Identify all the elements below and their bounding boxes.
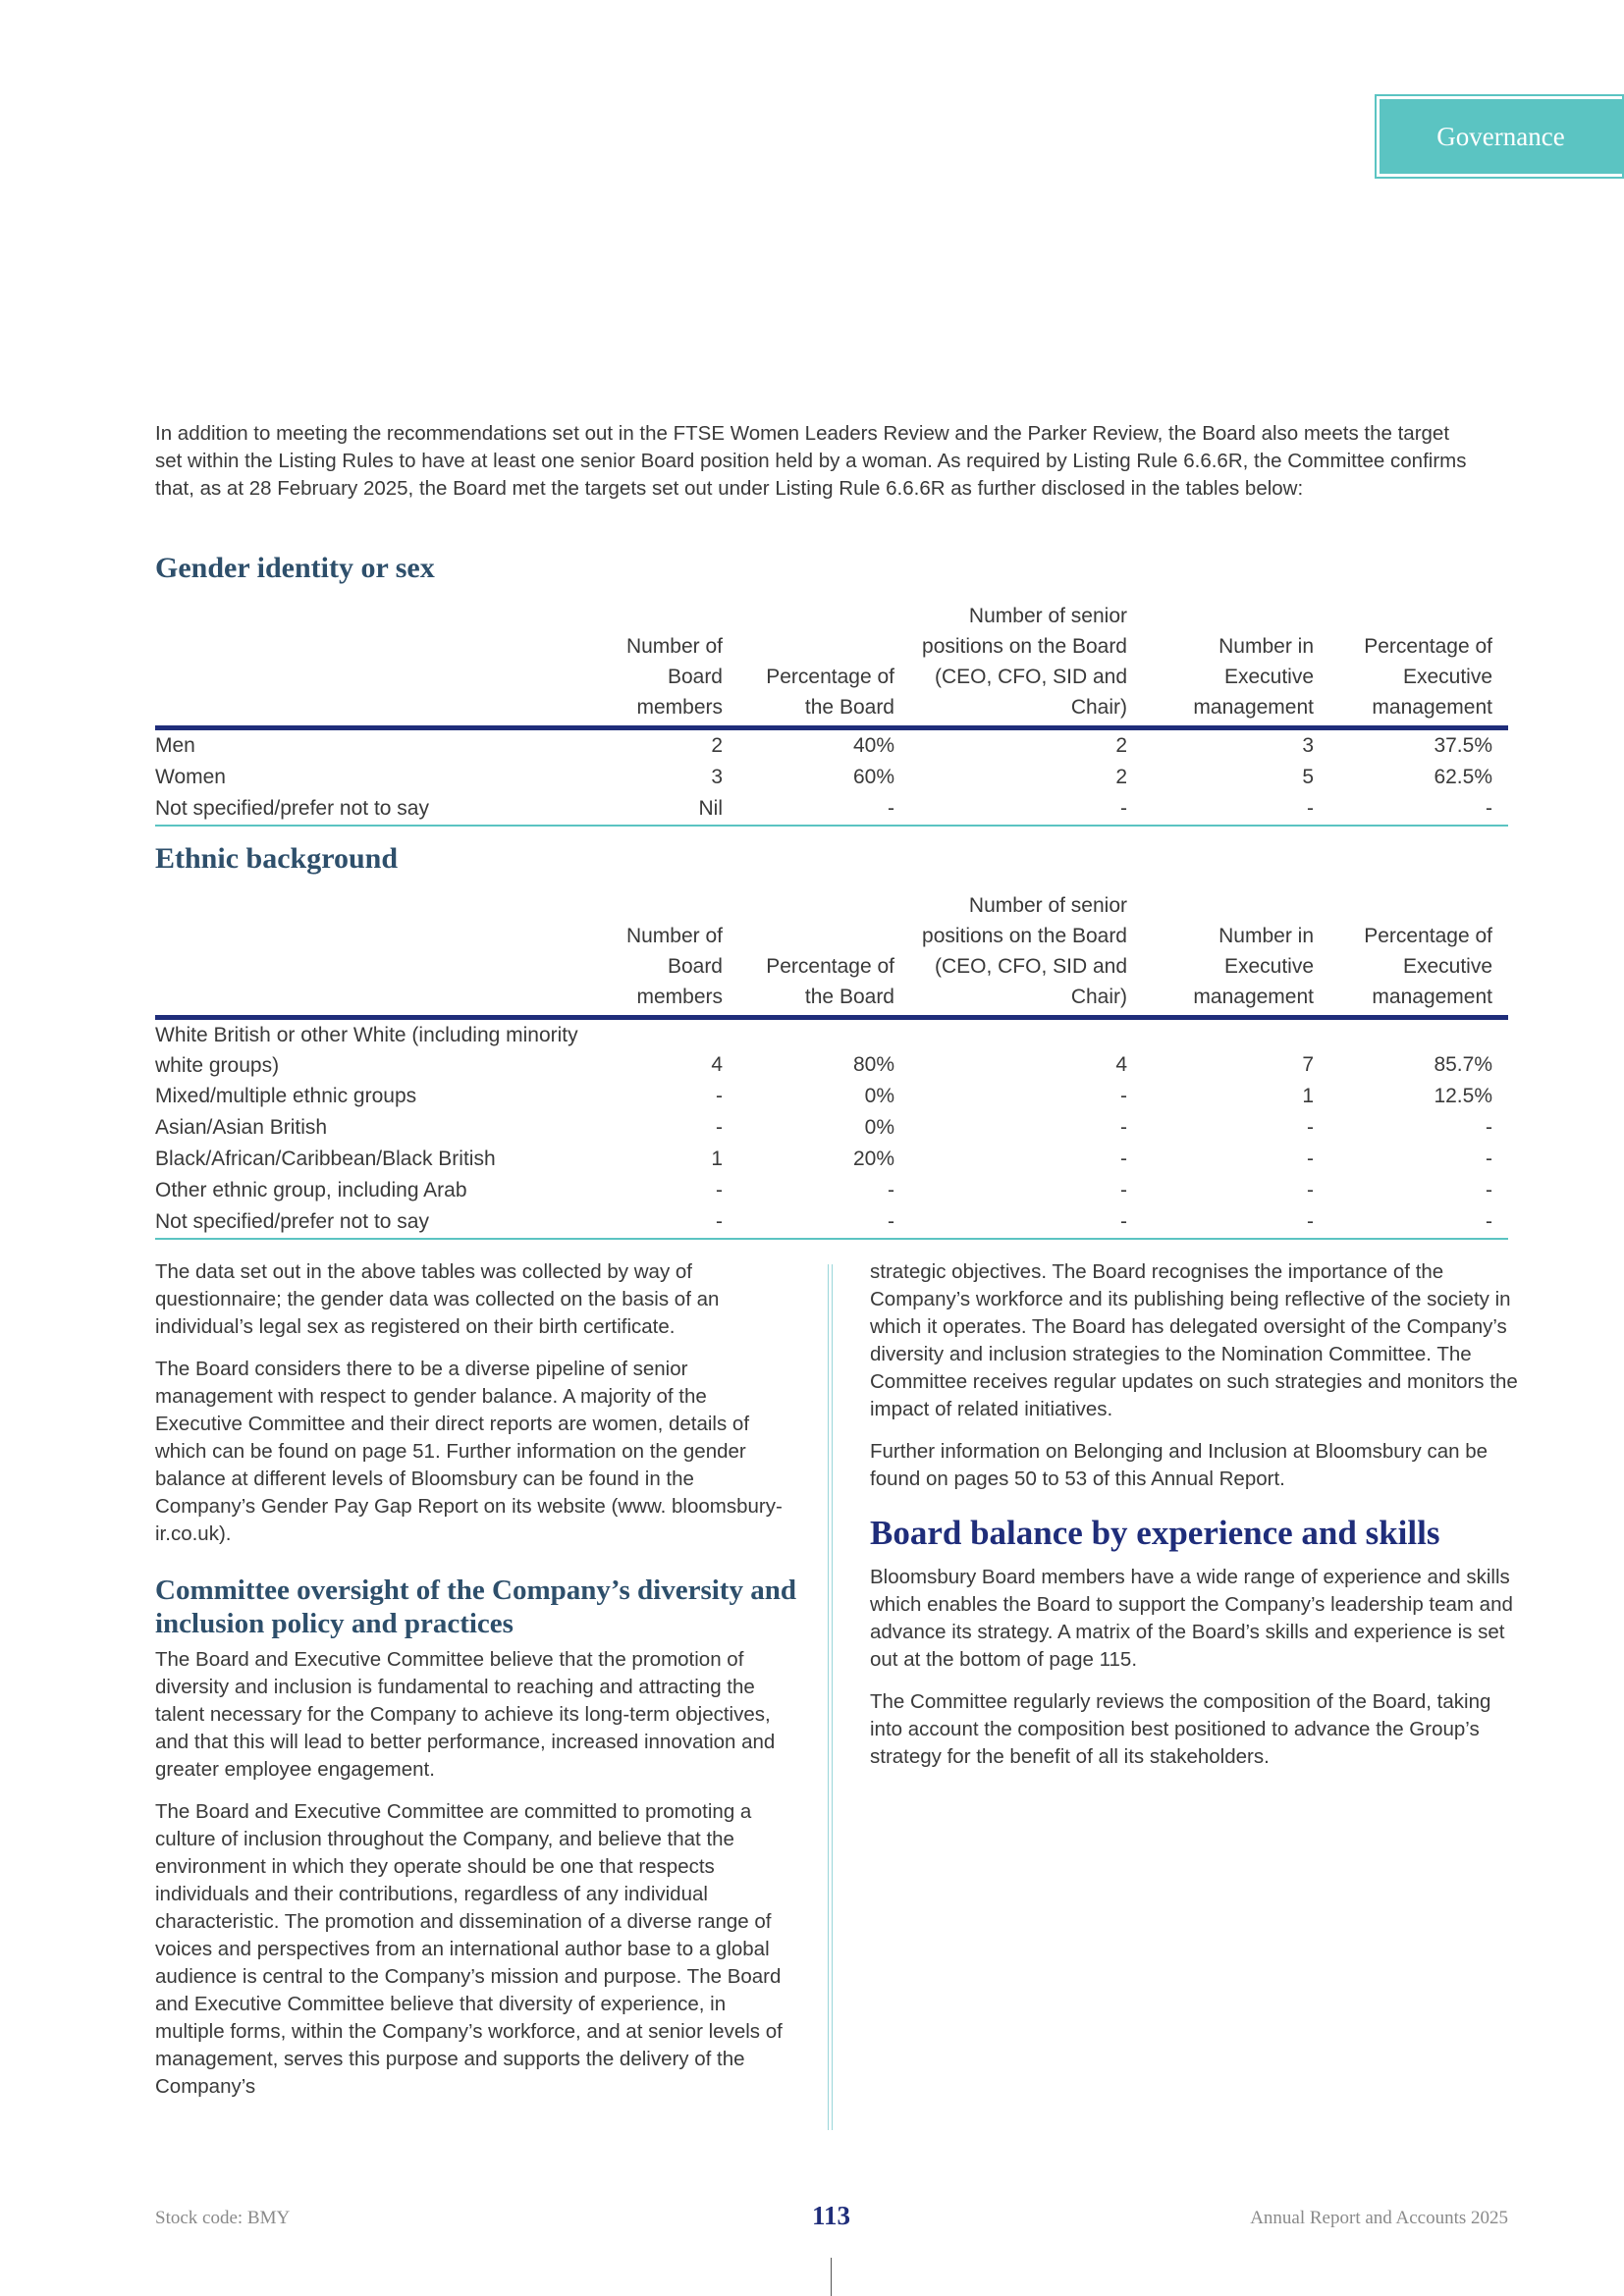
cell: - [910, 793, 1143, 826]
board-composition-paragraph: The Committee regularly reviews the composition of the Board, taking into account the composition best positioned to advance the Group’s strategy for the benefit of all its stakeholders. [870, 1690, 1491, 1768]
cell: - [888, 1179, 894, 1201]
row-label: Mixed/multiple ethnic groups [155, 1085, 417, 1107]
header-senior-positions: Number of senior positions on the Board (CEO, CFO, SID and Chair) [910, 890, 1143, 1018]
cell: 62.5% [1434, 766, 1492, 788]
cell: 1 [1302, 1085, 1314, 1107]
gender-table-header [155, 601, 1508, 728]
cell: 40% [852, 734, 894, 757]
ethnic-table-title: Ethnic background [155, 842, 399, 875]
header-board-percentage: Percentage of the Board [738, 601, 910, 728]
row-label: Men [155, 734, 195, 757]
cell: - [1486, 1179, 1492, 1201]
cell: - [1120, 1179, 1127, 1201]
header-executive-number: Number in Executive management [1143, 601, 1329, 728]
row-label: Women [155, 766, 226, 788]
committee-oversight-heading: Committee oversight of the Company’s diversity and inclusion policy and practices [155, 1575, 796, 1639]
diversity-belief-paragraph: The Board and Executive Committee believe that the promotion of diversity and inclusion is fundamental to reaching and attracting the talent necessary for the Company to achieve its long-term objectives, and that this will lead to better performance, increased innovation and greater employee engagement. [155, 1648, 776, 1781]
cell: - [1329, 793, 1508, 826]
table-row [155, 1018, 1508, 1082]
ethnic-table [155, 890, 1508, 1240]
row-label: Not specified/prefer not to say [155, 1206, 609, 1239]
page-number: 113 [811, 2201, 850, 2230]
row-label: White British or other White (including minority white groups) [155, 1024, 578, 1077]
board-balance-heading: Board balance by experience and skills [870, 1514, 1440, 1552]
cell: - [1120, 1085, 1127, 1107]
cell: 1 [711, 1148, 723, 1170]
section-tab-label: Governance [1380, 99, 1622, 174]
header-senior-positions: Number of senior positions on the Board (CEO, CFO, SID and Chair) [910, 601, 1143, 728]
cell: - [609, 1206, 738, 1239]
cell: 2 [1115, 734, 1127, 757]
row-label: Black/African/Caribbean/Black British [155, 1148, 496, 1170]
cell: 0% [864, 1116, 894, 1139]
cell: 60% [852, 766, 894, 788]
cell: - [738, 793, 910, 826]
cell: 2 [711, 734, 723, 757]
cell: - [716, 1116, 723, 1139]
pipeline-paragraph: The Board considers there to be a diverse pipeline of senior management with respect to gender balance. A majority of the Executive Committee and their direct reports are women, details of which can be found on page 51. Further information on the gender balance at different levels of Bloomsbury can be found in the Company’s Gender Pay Gap Report on its website (www. bloomsbury-ir.co.uk). [155, 1358, 783, 1545]
cell: - [1329, 1206, 1508, 1239]
table-row [155, 1081, 1508, 1112]
inclusion-culture-paragraph: The Board and Executive Committee are committed to promoting a culture of inclusion throughout the Company, and believe that the environment in which they operate should be one that respects individuals and their contributions, regardless of any individual characteristic. The promotion and dissemination of a diverse range of voices and perspectives from an international author base to a global audience is central to the Company’s mission and purpose. The Board and Executive Committee believe that diversity of experience, in multiple forms, within the Company’s workforce, and at senior levels of management, serves this purpose and supports the delivery of the Company’s [155, 1800, 783, 2098]
cell: 85.7% [1434, 1053, 1492, 1076]
page-marker-line [831, 2258, 832, 2296]
cell: - [1143, 793, 1329, 826]
further-information-paragraph: Further information on Belonging and Inclusion at Bloomsbury can be found on pages 50 to 53 of this Annual Report. [870, 1440, 1489, 1490]
row-label: Not specified/prefer not to say [155, 793, 609, 826]
cell: 80% [852, 1053, 894, 1076]
right-column [870, 1258, 1518, 1786]
cell: 7 [1302, 1053, 1314, 1076]
cell: 5 [1302, 766, 1314, 788]
cell: - [1143, 1206, 1329, 1239]
cell: 4 [711, 1053, 723, 1076]
cell: Nil [609, 793, 738, 826]
intro-paragraph: In addition to meeting the recommendations set out in the FTSE Women Leaders Review and the Parker Review, the Board also meets the target set within the Listing Rules to have at least one senior Board position held by a woman. As required by Listing Rule 6.6.6R, the Committee confirms that, as at 28 February 2025, the Board met the targets set out under Listing Rule 6.6.6R as further disclosed in the tables below: [155, 422, 1467, 500]
header-executive-percentage: Percentage of Executive management [1329, 890, 1508, 1018]
cell: - [738, 1206, 910, 1239]
header-executive-number: Number in Executive management [1143, 890, 1329, 1018]
gender-table-title: Gender identity or sex [155, 552, 435, 584]
gender-table [155, 601, 1508, 827]
cell: - [716, 1179, 723, 1201]
header-board-percentage: Percentage of the Board [738, 890, 910, 1018]
cell: 3 [1302, 734, 1314, 757]
header-executive-percentage: Percentage of Executive management [1329, 601, 1508, 728]
header-board-members: Number of Board members [609, 890, 738, 1018]
table-row [155, 762, 1508, 793]
cell: - [910, 1206, 1143, 1239]
cell: 0% [864, 1085, 894, 1107]
table-row [155, 793, 1508, 826]
table-row [155, 1206, 1508, 1239]
board-skills-paragraph: Bloomsbury Board members have a wide range of experience and skills which enables the Board to support the Company’s leadership team and advance its strategy. A matrix of the Board’s skills and experience is set out at the bottom of page 115. [870, 1566, 1513, 1671]
left-column [155, 1258, 798, 2115]
table-row [155, 728, 1508, 763]
cell: - [1307, 1148, 1314, 1170]
header-category [155, 890, 609, 1018]
cell: - [1486, 1116, 1492, 1139]
data-collection-paragraph: The data set out in the above tables was collected by way of questionnaire; the gender data was collected on the basis of an individual’s legal sex as registered on their birth certificate. [155, 1260, 720, 1338]
section-tab [1375, 94, 1624, 179]
column-divider [828, 1264, 833, 2130]
cell: 20% [852, 1148, 894, 1170]
header-category [155, 601, 609, 728]
table-row [155, 1175, 1508, 1206]
table-row [155, 1144, 1508, 1175]
table-row [155, 1112, 1508, 1144]
cell: 2 [1115, 766, 1127, 788]
cell: - [1307, 1179, 1314, 1201]
cell: 37.5% [1434, 734, 1492, 757]
row-label: Asian/Asian British [155, 1116, 328, 1139]
strategic-objectives-paragraph: strategic objectives. The Board recognises the importance of the Company’s workforce and its publishing being reflective of the society in which it operates. The Board has delegated oversight of the Company’s diversity and inclusion strategies to the Nomination Committee. The Committee receives regular updates on such strategies and monitors the impact of related initiatives. [870, 1260, 1518, 1420]
cell: - [1120, 1148, 1127, 1170]
cell: 3 [711, 766, 723, 788]
cell: 12.5% [1434, 1085, 1492, 1107]
cell: - [1486, 1148, 1492, 1170]
ethnic-table-header [155, 890, 1508, 1018]
row-label: Other ethnic group, including Arab [155, 1179, 467, 1201]
cell: - [1120, 1116, 1127, 1139]
report-title: Annual Report and Accounts 2025 [1250, 2208, 1508, 2228]
stock-code: Stock code: BMY [155, 2208, 291, 2228]
cell: - [1307, 1116, 1314, 1139]
cell: 4 [1115, 1053, 1127, 1076]
header-board-members: Number of Board members [609, 601, 738, 728]
cell: - [716, 1085, 723, 1107]
